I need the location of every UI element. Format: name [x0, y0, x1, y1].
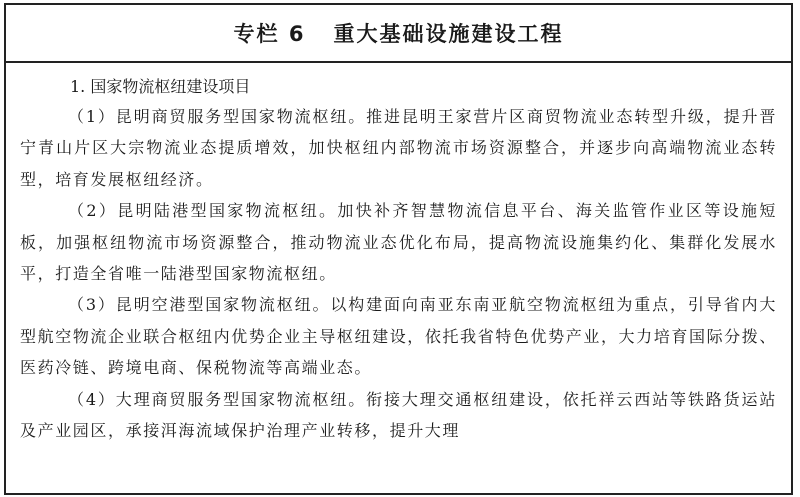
paragraph-dali-commerce: （4）大理商贸服务型国家物流枢纽。衔接大理交通枢纽建设，依托祥云西站等铁路货运站及产业园区，承接洱海流域保护治理产业转移，提升大理 [20, 389, 777, 441]
column-title: 重大基础设施建设工程 [333, 22, 564, 46]
column-label: 专栏 6 [233, 22, 306, 46]
column-box [4, 3, 793, 495]
column-content [6, 63, 791, 446]
section-heading: 1. 国家物流枢纽建设项目 [70, 77, 251, 96]
paragraph-kunming-landport: （2）昆明陆港型国家物流枢纽。加快补齐智慧物流信息平台、海关监管作业区等设施短板，加强枢纽物流市场资源整合，推动物流业态优化布局，提高物流设施集约化、集群化发展水平，打造全省唯一陆港型国家物流枢纽。 [20, 201, 777, 284]
paragraph-kunming-commerce: （1）昆明商贸服务型国家物流枢纽。推进昆明王家营片区商贸物流业态转型升级，提升晋宁青山片区大宗物流业态提质增效，加快枢纽内部物流市场资源整合，并逐步向高端物流业态转型，培育发展枢纽经济。 [20, 107, 777, 189]
paragraph-kunming-airport: （3）昆明空港型国家物流枢纽。以构建面向南亚东南亚航空物流枢纽为重点，引导省内大型航空物流企业联合枢纽内优势企业主导枢纽建设，依托我省特色优势产业，大力培育国际分拨、医药冷链、跨境电商、保税物流等高端业态。 [20, 295, 777, 378]
column-title-bar [6, 5, 791, 63]
